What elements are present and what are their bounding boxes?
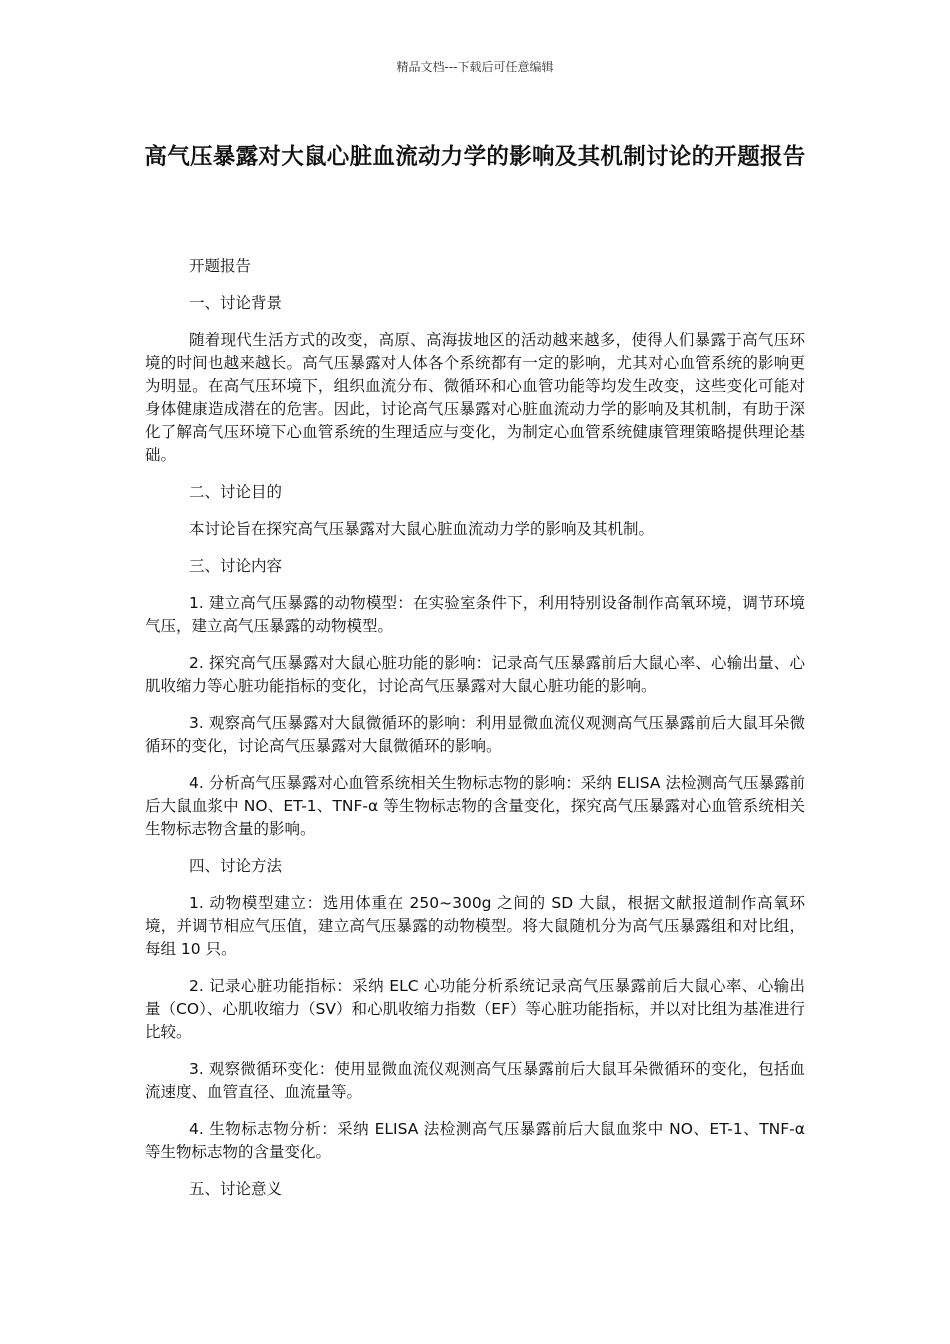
content-item-2: 2. 探究高气压暴露对大鼠心脏功能的影响：记录高气压暴露前后大鼠心率、心输出量、心肌收缩力等心脏功能指标的变化，讨论高气压暴露对大鼠心脏功能的影响。 <box>145 654 805 695</box>
method-item-1: 1. 动物模型建立：选用体重在 250~300g 之间的 SD 大鼠，根据文献报道制作高氧环境，并调节相应气压值，建立高气压暴露的动物模型。将大鼠随机分为高气压暴露组和对比组，每组 10 只。 <box>145 894 805 958</box>
section-label: 开题报告 <box>189 257 252 275</box>
section-heading-purpose: 二、讨论目的 <box>189 483 283 501</box>
content-item-4: 4. 分析高气压暴露对心血管系统相关生物标志物的影响：采纳 ELISA 法检测高气压暴露前后大鼠血浆中 NO、ET-1、TNF-α 等生物标志物的含量变化，探究高气压暴露对心血管系统相关生物标志物含量的影响。 <box>145 774 805 838</box>
section-heading-significance: 五、讨论意义 <box>189 1180 283 1198</box>
section-heading-content: 三、讨论内容 <box>189 557 283 575</box>
content-item-3: 3. 观察高气压暴露对大鼠微循环的影响：利用显微血流仪观测高气压暴露前后大鼠耳朵微循环的变化，讨论高气压暴露对大鼠微循环的影响。 <box>145 714 805 755</box>
paragraph-background: 随着现代生活方式的改变，高原、高海拔地区的活动越来越多，使得人们暴露于高气压环境的时间也越来越长。高气压暴露对人体各个系统都有一定的影响，尤其对心血管系统的影响更为明显。在高气压环境下，组织血流分布、微循环和心血管功能等均发生改变，这些变化可能对身体健康造成潜在的危害。因此，讨论高气压暴露对心脏血流动力学的影响及其机制，有助于深化了解高气压环境下心血管系统的生理适应与变化，为制定心血管系统健康管理策略提供理论基础。 <box>145 331 805 464</box>
document-title: 高气压暴露对大鼠心脏血流动力学的影响及其机制讨论的开题报告 <box>144 144 806 170</box>
paragraph-purpose: 本讨论旨在探究高气压暴露对大鼠心脏血流动力学的影响及其机制。 <box>189 520 655 538</box>
method-item-3: 3. 观察微循环变化：使用显微血流仪观测高气压暴露前后大鼠耳朵微循环的变化，包括血流速度、血管直径、血流量等。 <box>145 1060 805 1101</box>
page-header: 精品文档---下载后可任意编辑 <box>396 60 554 74</box>
method-item-4: 4. 生物标志物分析：采纳 ELISA 法检测高气压暴露前后大鼠血浆中 NO、ET-1、TNF-α 等生物标志物的含量变化。 <box>145 1120 805 1161</box>
content-item-1: 1. 建立高气压暴露的动物模型：在实验室条件下，利用特别设备制作高氧环境，调节环境气压，建立高气压暴露的动物模型。 <box>145 594 805 635</box>
section-heading-methods: 四、讨论方法 <box>189 857 283 875</box>
method-item-2: 2. 记录心脏功能指标：采纳 ELC 心功能分析系统记录高气压暴露前后大鼠心率、心输出量（CO）、心肌收缩力（SV）和心肌收缩力指数（EF）等心脏功能指标，并以对比组为基准进行比较。 <box>145 977 805 1041</box>
section-heading-background: 一、讨论背景 <box>189 294 283 312</box>
document-body <box>145 255 805 1215</box>
